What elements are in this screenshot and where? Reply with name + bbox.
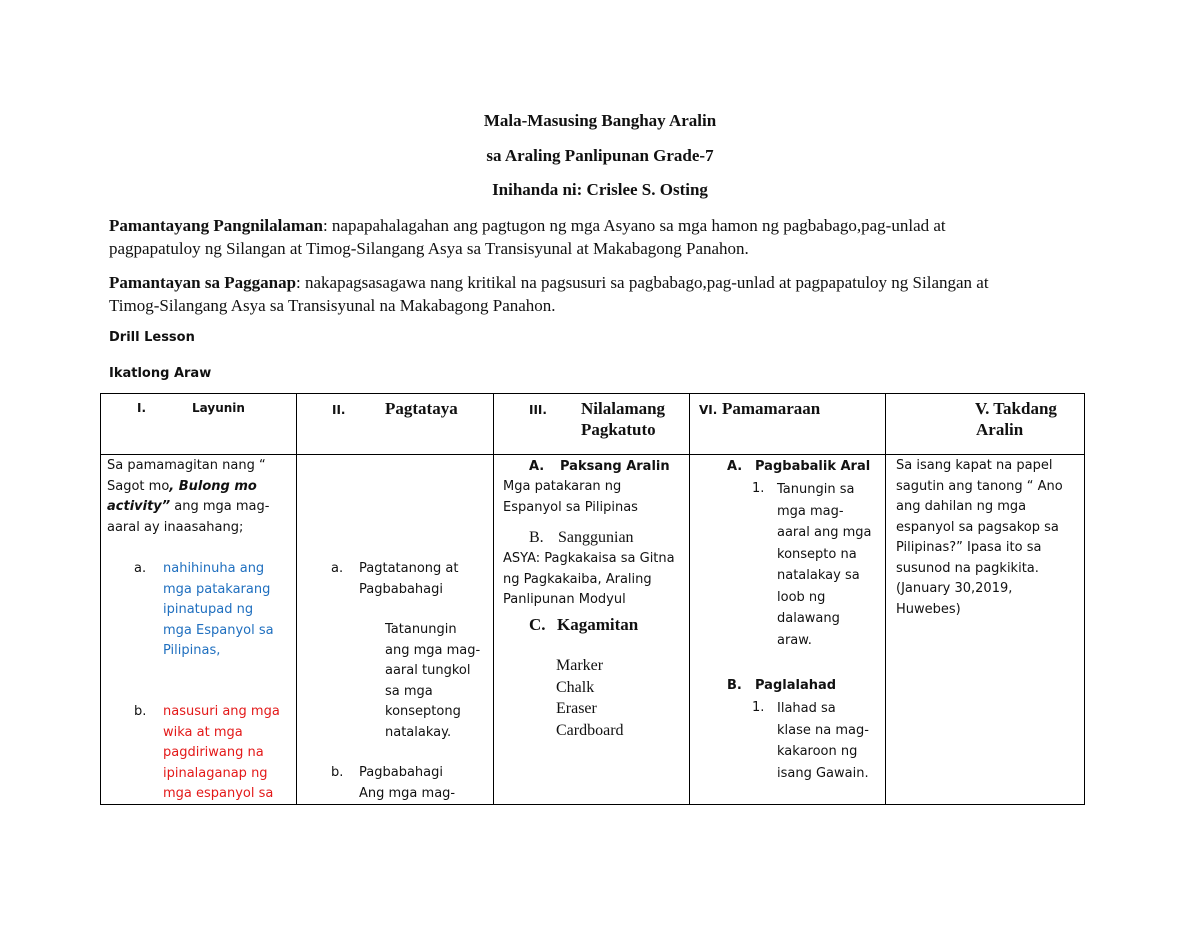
- lesson-plan-table: [100, 393, 1085, 805]
- cell-pagtataya: [297, 455, 494, 805]
- layunin-b-line: wika at mga: [163, 724, 243, 740]
- layunin-intro-line2: [107, 477, 295, 498]
- pagtataya-detail: [385, 620, 489, 743]
- header-layunin-number: I.: [137, 401, 147, 415]
- header-layunin: [101, 394, 297, 455]
- layunin-a-line: mga Espanyol sa: [163, 622, 274, 638]
- performance-standard-line1: : nakapagsasagawa nang kritikal na pagsusuri sa pagbabago,pag-unlad at pagpapatuloy ng Silangan at: [296, 273, 989, 292]
- nilalaman-a-line: Espanyol sa Pilipinas: [503, 499, 638, 515]
- material-item: Eraser: [556, 700, 597, 717]
- document-title: Mala-Masusing Banghay Aralin: [483, 111, 717, 130]
- layunin-a-list: [163, 559, 295, 662]
- cell-pamamaraan: [690, 455, 886, 805]
- pamamaraan-a1-line: mga mag-: [777, 503, 844, 519]
- performance-standard: [109, 271, 1069, 317]
- header-nilalaman-label1: Nilalamang: [581, 399, 666, 418]
- pagtataya-detail-line: ang mga mag-: [385, 642, 481, 658]
- cell-layunin: [101, 455, 297, 805]
- pamamaraan-b1-line: Ilahad sa: [777, 701, 836, 716]
- pamamaraan-b1-line: kakaroon ng: [777, 744, 858, 759]
- layunin-a-line: ipinatupad ng: [163, 602, 254, 617]
- pagtataya-detail-line: Tatanungin: [385, 622, 457, 637]
- pamamaraan-b1-marker: 1.: [752, 700, 765, 715]
- nilalaman-a-title: Paksang Aralin: [560, 459, 670, 474]
- takdang-line: susunod na pagkikita.: [896, 560, 1039, 576]
- pamamaraan-b-marker: B.: [727, 678, 742, 693]
- layunin-b-list: [163, 702, 295, 804]
- takdang-line: espanyol sa pagsakop sa: [896, 519, 1059, 535]
- layunin-intro: [107, 456, 295, 538]
- material-item: Marker: [556, 657, 604, 674]
- layunin-b-line: mga espanyol sa: [163, 786, 274, 801]
- nilalaman-a-marker: A.: [529, 459, 545, 474]
- layunin-a-line: mga patakarang: [163, 581, 271, 597]
- pamamaraan-a1-list: [777, 479, 882, 651]
- header-pagtataya-number: II.: [332, 403, 346, 417]
- layunin-b-marker: b.: [134, 704, 147, 719]
- performance-standard-label: Pamantayan sa Pagganap: [109, 273, 297, 292]
- document-subtitle: sa Araling Panlipunan Grade-7: [486, 146, 714, 165]
- header-pamamaraan: [690, 394, 886, 455]
- pamamaraan-a-title: Pagbabalik Aral: [755, 459, 871, 474]
- layunin-intro-sagot: Sagot mo: [107, 478, 170, 494]
- layunin-a-line: Pilipinas,: [163, 643, 221, 658]
- pamamaraan-a-marker: A.: [727, 459, 743, 474]
- pamamaraan-a1-line: konsepto na: [777, 546, 857, 562]
- pagtataya-detail-line: aaral tungkol: [385, 663, 471, 678]
- performance-standard-line2: Timog-Silangang Asya sa Transisyunal na Makabagong Panahon.: [109, 296, 556, 315]
- table-header-row: [101, 394, 1085, 455]
- pagtataya-b-line: Pagbabahagi: [359, 765, 443, 780]
- layunin-intro-line4: aaral ay inaasahang;: [107, 519, 244, 535]
- takdang-line: Sa isang kapat na papel: [896, 458, 1053, 473]
- nilalaman-b-line: ng Pagkakaiba, Araling: [503, 571, 652, 587]
- layunin-intro-line1: Sa pamamagitan nang “: [107, 458, 266, 473]
- layunin-b-line: pagdiriwang na: [163, 745, 264, 760]
- pamamaraan-a1-line: loob ng: [777, 589, 826, 605]
- header-pamamaraan-label: Pamamaraan: [722, 399, 821, 418]
- nilalaman-materials: [556, 655, 624, 741]
- layunin-b-line: ipinalaganap ng: [163, 765, 268, 781]
- pagtataya-a-marker: a.: [331, 561, 344, 576]
- nilalaman-b-title: Sanggunian: [558, 529, 634, 546]
- content-standard: [109, 214, 1069, 260]
- pamamaraan-b-title: Paglalahad: [755, 678, 837, 693]
- pagtataya-a-line: Pagbabahagi: [359, 581, 443, 597]
- layunin-intro-line3: [107, 497, 295, 518]
- pagtataya-detail-line: natalakay.: [385, 724, 452, 740]
- pamamaraan-a1-line: natalakay sa: [777, 568, 860, 583]
- content-standard-label: Pamantayang Pangnilalaman: [109, 216, 323, 235]
- pamamaraan-a1-line: araw.: [777, 632, 812, 648]
- takdang-line: Pilipinas?” Ipasa ito sa: [896, 540, 1042, 555]
- header-takdang-label2: Aralin: [976, 420, 1024, 439]
- nilalaman-b-body: [503, 549, 688, 611]
- day-label: Ikatlong Araw: [109, 366, 212, 381]
- pagtataya-detail-line: sa mga: [385, 683, 433, 699]
- prepared-by: Inihanda ni: Crislee S. Osting: [492, 180, 708, 199]
- header-pagtataya: [297, 394, 494, 455]
- layunin-intro-bulong: , Bulong mo: [169, 478, 257, 494]
- pagtataya-detail-line: konseptong: [385, 704, 461, 719]
- pagtataya-a-list: [359, 559, 491, 600]
- nilalaman-a-line: Mga patakaran ng: [503, 479, 622, 494]
- header-layunin-label: Layunin: [192, 401, 245, 415]
- pagtataya-a-line: Pagtatanong at: [359, 561, 459, 576]
- takdang-line: Huwebes): [896, 601, 961, 617]
- pamamaraan-b1-line: klase na mag-: [777, 722, 869, 738]
- nilalaman-b-marker: B.: [529, 529, 544, 546]
- cell-takdang: [886, 455, 1085, 805]
- nilalaman-c-marker: C.: [529, 615, 546, 634]
- header-nilalaman-label2: Pagkatuto: [581, 420, 656, 439]
- pagtataya-b-line: Ang mga mag-: [359, 785, 456, 801]
- drill-lesson-label: Drill Lesson: [109, 330, 195, 345]
- nilalaman-b-line: ASYA: Pagkakaisa sa Gitna: [503, 551, 675, 566]
- layunin-intro-rest: ang mga mag-: [170, 499, 270, 514]
- header-takdang: [886, 394, 1085, 455]
- pamamaraan-a1-line: Tanungin sa: [777, 482, 855, 497]
- takdang-line: sagutin ang tanong “ Ano: [896, 478, 1063, 494]
- material-item: Cardboard: [556, 721, 624, 739]
- layunin-a-marker: a.: [134, 561, 147, 576]
- takdang-line: ang dahilan ng mga: [896, 499, 1027, 514]
- header-takdang-label1: V. Takdang: [975, 399, 1057, 418]
- pagtataya-b-marker: b.: [331, 765, 344, 780]
- content-standard-line2: pagpapatuloy ng Silangan at Timog-Silangang Asya sa Transisyunal at Makabagong Panahon.: [109, 239, 749, 258]
- nilalaman-b-line: Panlipunan Modyul: [503, 592, 626, 607]
- layunin-a-line: nahihinuha ang: [163, 561, 265, 576]
- table-body-row: [101, 455, 1085, 805]
- pamamaraan-a1-line: aaral ang mga: [777, 525, 872, 540]
- nilalaman-c-title: Kagamitan: [557, 615, 639, 634]
- header-pagtataya-label: Pagtataya: [385, 399, 458, 418]
- header-pamamaraan-number: VI.: [699, 403, 718, 417]
- pamamaraan-b1-line: isang Gawain.: [777, 765, 869, 781]
- header-nilalaman: [494, 394, 690, 455]
- cell-nilalaman: [494, 455, 690, 805]
- nilalaman-a-body: [503, 477, 688, 518]
- takdang-line: (January 30,2019,: [896, 581, 1013, 596]
- pamamaraan-a1-marker: 1.: [752, 481, 765, 496]
- pamamaraan-b1-list: [777, 698, 882, 784]
- layunin-intro-activity: activity”: [107, 499, 171, 514]
- takdang-body: [896, 456, 1082, 620]
- layunin-b-line: nasusuri ang mga: [163, 704, 280, 719]
- content-standard-line1: : napapahalagahan ang pagtugon ng mga Asyano sa mga hamon ng pagbabago,pag-unlad at: [322, 216, 946, 235]
- header-nilalaman-number: III.: [529, 403, 547, 417]
- pagtataya-b-list: [359, 763, 491, 804]
- pamamaraan-a1-line: dalawang: [777, 611, 840, 626]
- material-item: Chalk: [556, 678, 595, 696]
